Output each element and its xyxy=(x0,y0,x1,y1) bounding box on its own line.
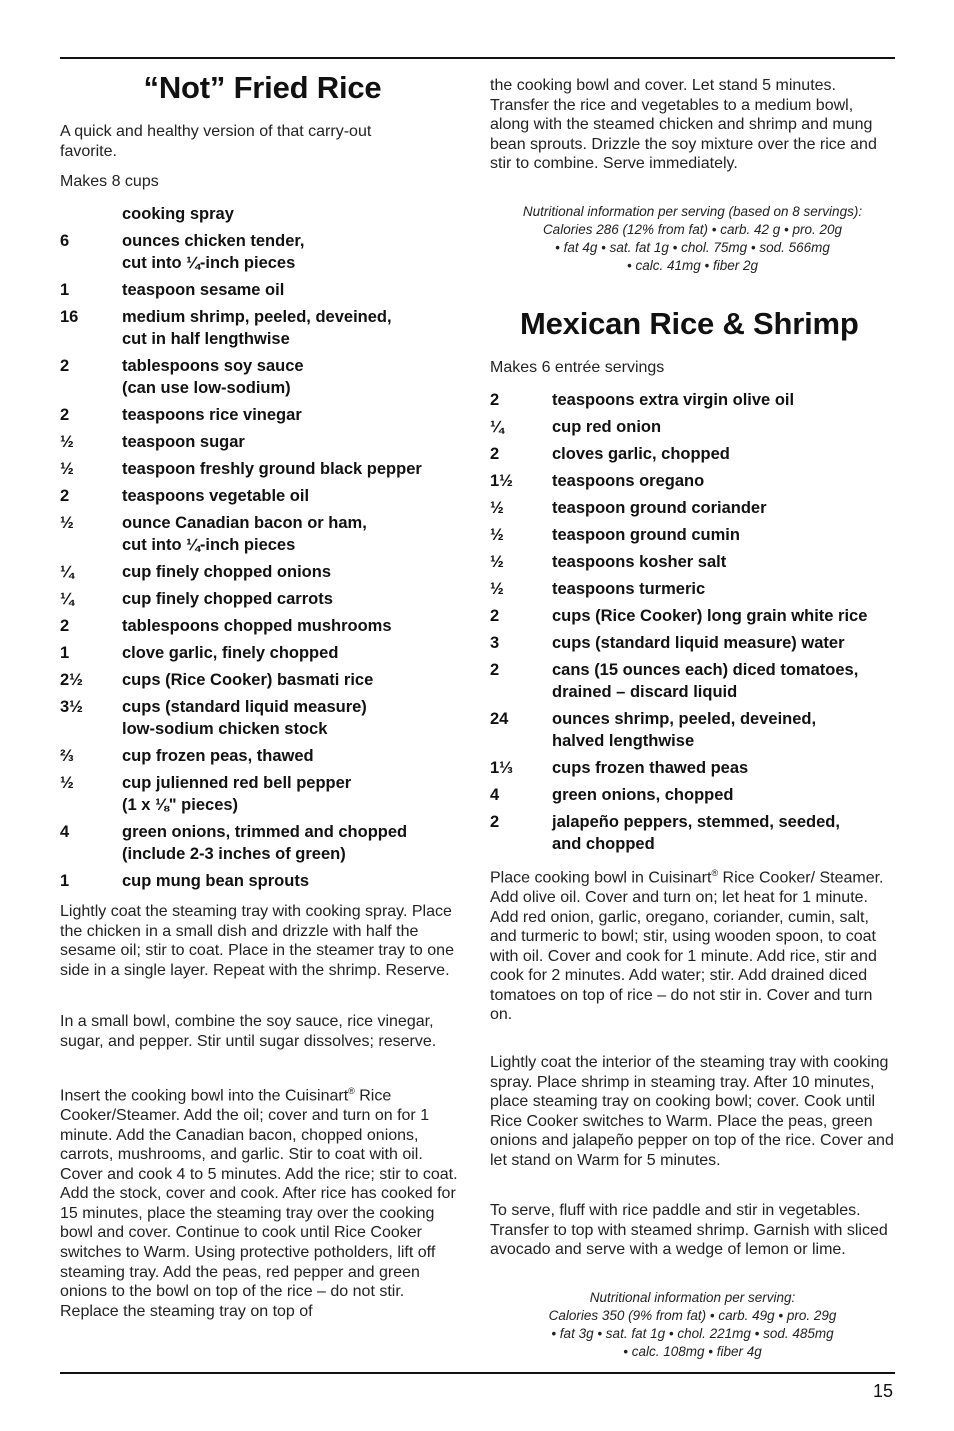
ingredient-description: cup julienned red bell pepper (1 x ⅛" pieces) xyxy=(122,774,352,814)
ingredient-description: cup finely chopped onions xyxy=(122,563,332,581)
top-rule xyxy=(60,57,895,59)
ingredient-quantity: 1 xyxy=(60,644,70,662)
ingredient-quantity: ¼ xyxy=(60,590,74,608)
ingredient-description: clove garlic, finely chopped xyxy=(122,644,339,662)
ingredient-quantity: ½ xyxy=(490,526,504,544)
ingredient-description: teaspoons vegetable oil xyxy=(122,487,310,505)
ingredient-description: green onions, chopped xyxy=(552,786,734,804)
ingredient-quantity: 2 xyxy=(490,813,500,831)
ingredient-quantity: ¼ xyxy=(490,418,504,436)
ingredient-description: cooking spray xyxy=(122,205,234,223)
recipe1-intro: A quick and healthy version of that carry-out favorite. xyxy=(60,123,372,160)
recipe2-title: Mexican Rice & Shrimp xyxy=(520,306,859,341)
ingredient-quantity: 2 xyxy=(60,357,70,375)
ingredient-quantity: ½ xyxy=(60,514,74,532)
ingredient-description: teaspoons kosher salt xyxy=(552,553,727,571)
ingredient-quantity: 6 xyxy=(60,232,70,250)
ingredient-description: jalapeño peppers, stemmed, seeded, and chopped xyxy=(552,813,840,853)
ingredient-description: teaspoon sesame oil xyxy=(122,281,285,299)
recipe1-step-1: Lightly coat the steaming tray with cooking spray. Place the chicken in a small dish and drizzle with half the sesame oil; stir to coat. Place in the steamer tray to one side in a single layer. Repeat with the shrimp. Reserve. xyxy=(60,903,454,979)
ingredient-quantity: 2 xyxy=(60,617,70,635)
ingredient-description: cloves garlic, chopped xyxy=(552,445,730,463)
ingredient-description: teaspoon sugar xyxy=(122,433,245,451)
recipe2-step-1: Place cooking bowl in Cuisinart® Rice Cooker/ Steamer. Add olive oil. Cover and turn on; let heat for 1 minute. Add red onion, garlic, oregano, coriander, cumin, salt, and turmeric to bowl; stir, using wooden spoon, to coat with oil. Cover and cook for 1 minute. Add rice, stir and cook for 2 minutes. Add water; stir. Add drained diced tomatoes on top of rice – do not stir in. Cover and turn on. xyxy=(490,868,884,1024)
ingredient-description: cup frozen peas, thawed xyxy=(122,747,314,765)
ingredient-quantity: ½ xyxy=(60,774,74,792)
ingredient-description: cup mung bean sprouts xyxy=(122,872,310,890)
recipe2-nutrition: Nutritional information per serving: Calories 350 (9% from fat) • carb. 49g • pro. 29g • fat 3g • sat. fat 1g • chol. 221mg • sod. 485mg • calc. 108mg • fiber 4g xyxy=(548,1290,837,1359)
ingredient-description: ounces shrimp, peeled, deveined, halved lengthwise xyxy=(552,710,817,750)
ingredient-quantity: 2 xyxy=(490,661,500,679)
ingredient-description: teaspoons turmeric xyxy=(552,580,706,598)
ingredient-description: teaspoons extra virgin olive oil xyxy=(552,391,795,409)
ingredient-description: green onions, trimmed and chopped (include 2-3 inches of green) xyxy=(122,823,408,863)
recipe2-step-3: To serve, fluff with rice paddle and stir in vegetables. Transfer to top with steamed shrimp. Garnish with sliced avocado and serve with a wedge of lemon or lime. xyxy=(490,1202,888,1259)
ingredient-quantity: ½ xyxy=(490,499,504,517)
ingredient-quantity: 3½ xyxy=(60,698,83,716)
ingredient-description: cups frozen thawed peas xyxy=(552,759,749,777)
ingredient-description: tablespoons soy sauce (can use low-sodium) xyxy=(122,357,304,397)
page-number: 15 xyxy=(872,1381,893,1401)
registered-mark: ® xyxy=(711,868,719,878)
ingredient-quantity: ½ xyxy=(490,580,504,598)
recipe1-nutrition: Nutritional information per serving (based on 8 servings): Calories 286 (12% from fat) • carb. 42 g • pro. 20g • fat 4g • sat. fat 1g • chol. 75mg • sod. 566mg • calc. 41mg • fiber 2g xyxy=(522,204,863,273)
ingredient-description: cup finely chopped carrots xyxy=(122,590,333,608)
recipe1-yield: Makes 8 cups xyxy=(60,173,159,190)
ingredient-quantity: 16 xyxy=(60,308,79,326)
ingredient-description: teaspoon ground coriander xyxy=(552,499,767,517)
ingredient-description: cups (Rice Cooker) basmati rice xyxy=(122,671,374,689)
ingredient-description: teaspoon ground cumin xyxy=(552,526,740,544)
ingredient-description: cups (Rice Cooker) long grain white rice xyxy=(552,607,868,625)
ingredient-quantity: ⅔ xyxy=(60,747,74,765)
ingredient-description: teaspoons oregano xyxy=(552,472,705,490)
recipe1-step-2: In a small bowl, combine the soy sauce, rice vinegar, sugar, and pepper. Stir until sugar dissolves; reserve. xyxy=(60,1013,437,1050)
ingredient-quantity: 1½ xyxy=(490,472,513,490)
ingredient-description: medium shrimp, peeled, deveined, cut in half lengthwise xyxy=(122,308,392,348)
ingredient-quantity: 2 xyxy=(490,391,500,409)
ingredient-quantity: 24 xyxy=(490,710,509,728)
ingredient-quantity: 1⅓ xyxy=(490,759,513,777)
ingredient-description: ounce Canadian bacon or ham, cut into ¼-inch pieces xyxy=(122,514,367,554)
ingredient-description: teaspoons rice vinegar xyxy=(122,406,302,424)
ingredient-quantity: 2 xyxy=(490,445,500,463)
ingredient-quantity: 2 xyxy=(60,406,70,424)
ingredient-description: tablespoons chopped mushrooms xyxy=(122,617,392,635)
ingredient-description: ounces chicken tender, cut into ¼-inch pieces xyxy=(122,232,305,272)
ingredient-description: teaspoon freshly ground black pepper xyxy=(122,460,422,478)
ingredient-description: cup red onion xyxy=(552,418,662,436)
ingredient-quantity: ½ xyxy=(490,553,504,571)
bottom-rule xyxy=(60,1372,895,1374)
ingredient-quantity: 4 xyxy=(60,823,70,841)
ingredient-quantity: 4 xyxy=(490,786,500,804)
ingredient-description: cups (standard liquid measure) water xyxy=(552,634,845,652)
ingredient-quantity: 2½ xyxy=(60,671,83,689)
ingredient-quantity: 1 xyxy=(60,281,70,299)
recipe2-yield: Makes 6 entrée servings xyxy=(490,359,665,376)
recipe1-step-3-continued: the cooking bowl and cover. Let stand 5 minutes. Transfer the rice and vegetables to a medium bowl, along with the steamed chicken and shrimp and mung bean sprouts. Drizzle the soy mixture over the rice and stir to combine. Serve immediately. xyxy=(490,77,877,173)
ingredient-quantity: 2 xyxy=(60,487,70,505)
ingredient-quantity: ½ xyxy=(60,460,74,478)
recipe1-step-3: Insert the cooking bowl into the Cuisinart® Rice Cooker/Steamer. Add the oil; cover and turn on for 1 minute. Add the Canadian bacon, chopped onions, carrots, mushrooms, and garlic. Stir to coat with oil. Cover and cook 4 to 5 minutes. Add the rice; stir to coat. Add the stock, cover and cook. After rice has cooked for 15 minutes, place the steaming tray over the cooking bowl and cover. Continue to cook until Rice Cooker switches to Warm. Using protective potholders, lift off steaming tray. Add the peas, red pepper and green onions to the bowl on top of the rice – do not stir. Replace the steaming tray on top of xyxy=(60,1086,458,1320)
ingredient-quantity: 1 xyxy=(60,872,70,890)
ingredient-quantity: ½ xyxy=(60,433,74,451)
registered-mark: ® xyxy=(348,1086,355,1096)
ingredient-quantity: ¼ xyxy=(60,563,74,581)
ingredient-quantity: 3 xyxy=(490,634,500,652)
recipe2-step-2: Lightly coat the interior of the steaming tray with cooking spray. Place shrimp in steaming tray. After 10 minutes, place steaming tray on cooking bowl; cover. Cook until Rice Cooker switches to Warm. Place the peas, green onions and jalapeño pepper on top of the rice. Cover and let stand on Warm for 5 minutes. xyxy=(490,1054,894,1169)
ingredient-description: cups (standard liquid measure) low-sodium chicken stock xyxy=(122,698,367,738)
ingredient-description: cans (15 ounces each) diced tomatoes, drained – discard liquid xyxy=(552,661,859,701)
recipe1-title: “Not” Fried Rice xyxy=(143,70,382,105)
ingredient-quantity: 2 xyxy=(490,607,500,625)
